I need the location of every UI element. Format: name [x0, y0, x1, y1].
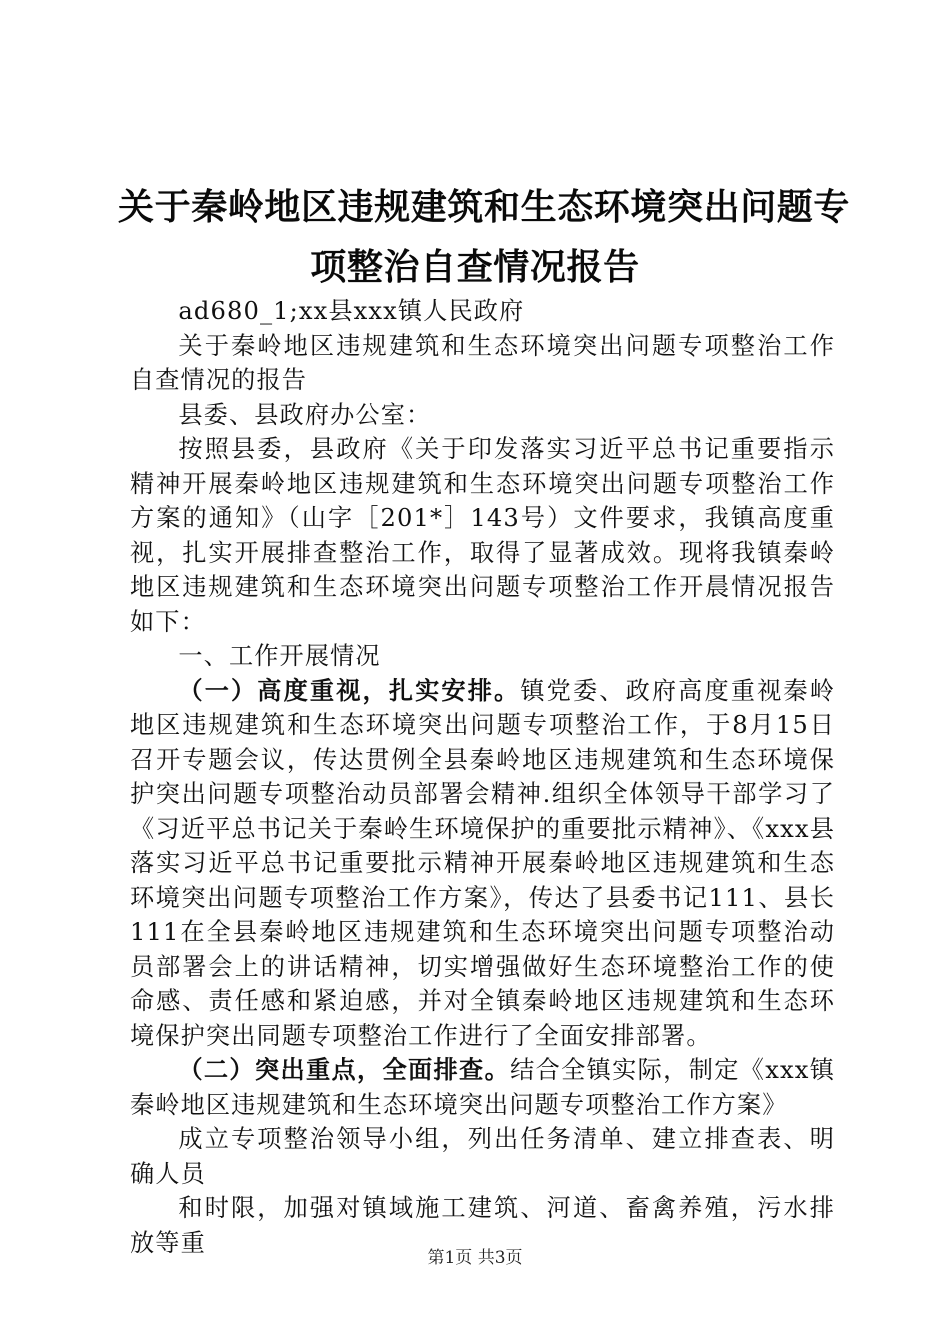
item-1-text: 镇党委、政府高度重视秦岭地区违规建筑和生态环境突出问题专项整治工作，于8月15日召开专题会议，传达贯例全县秦岭地区违规建筑和生态环境保护突出问题专项整治动员部署会精神.组织全体领导干部学习了《习近平总书记关于秦岭生环境保护的重要批示精神》、《xxx县落实习近平总书记重要批示精神开展秦岭地区违规建筑和生态环境突出问题专项整治工作方案》，传达了县委书记111、县长111在全县秦岭地区违规建筑和生态环境突出问题专项整治动员部署会上的讲话精神，切实增强做好生态环境整治工作的使命感、责任感和紧迫感，并对全镇秦岭地区违规建筑和生态环境保护突出同题专项整治工作进行了全面安排部署。	[130, 676, 835, 1050]
paragraph-b: 和时限，加强对镇域施工建筑、河道、畜禽养殖，污水排放等重	[130, 1194, 835, 1257]
page-number-footer: 第1页 共3页	[427, 1248, 523, 1268]
document-title-line1: 关于秦岭地区违规建筑和生态环境突出问题专	[118, 187, 851, 228]
item-1-lead: （一）高度重视，扎实安排。	[178, 676, 521, 705]
org-line: ad680_1;xx县xxx镇人民政府	[178, 297, 525, 325]
document-body	[130, 294, 835, 1260]
document-title-line2: 项整治自查情况报告	[310, 247, 640, 288]
section-heading-1: 一、工作开展情况	[178, 642, 381, 670]
item-2-lead: （二）突出重点，全面排查。	[178, 1056, 511, 1084]
item-2-text: 结合全镇实际，制定《xxx镇秦岭地区违规建筑和生态环境突出问题专项整治工作方案》	[130, 1056, 835, 1119]
recipient-line: 县委、县政府办公室：	[178, 400, 432, 429]
item-2-paragraph	[130, 1053, 835, 1122]
item-1-paragraph	[130, 674, 835, 1054]
report-subject: 关于秦岭地区违规建筑和生态环境突出问题专项整治工作自查情况的报告	[130, 331, 835, 394]
intro-paragraph: 按照县委，县政府《关于印发落实习近平总书记重要指示精神开展秦岭地区违规建筑和生态环境突出问题专项整治工作方案的通知》（山字［201*］143号）文件要求，我镇高度重视，扎实开展排查整治工作，取得了显著成效。现将我镇秦岭地区违规建筑和生态环境突出问题专项整治工作开晨情况报告如下：	[130, 435, 835, 636]
paragraph-a: 成立专项整治领导小组，列出任务清单、建立排查表、明确人员	[130, 1125, 835, 1188]
